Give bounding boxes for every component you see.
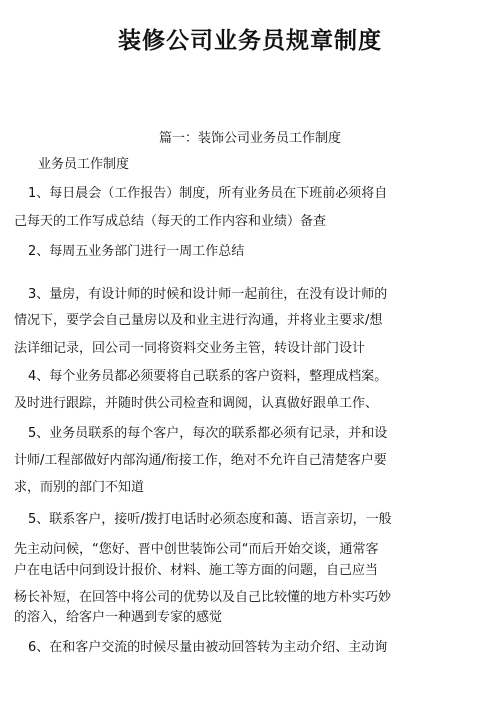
paragraph-line: 法详细记录，回公司一同将资料交业务主管，转设计部门设计 bbox=[14, 341, 366, 356]
paragraph-line: 4、每个业务员都必须要将自己联系的客户资料，整理成档案。 bbox=[28, 369, 388, 384]
paragraph-line: 的溶入，给客户一种遇到专家的感觉 bbox=[14, 610, 223, 625]
paragraph-line: 情况下，要学会自己量房以及和业主进行沟通，并将业主要求/想 bbox=[14, 313, 383, 328]
document-title: 装修公司业务员规章制度 bbox=[118, 28, 382, 54]
paragraph-line: 5、业务员联系的每个客户，每次的联系都必须有记录，并和设 bbox=[28, 426, 388, 441]
paragraph-line: 户在电话中问到设计报价、材料、施工等方面的问题，自己应当 bbox=[14, 563, 379, 578]
paragraph-line: 先主动问候，“您好、晋中创世装饰公司“而后开始交谈，通常客 bbox=[14, 542, 379, 557]
paragraph-line: 5、联系客户，接听/拨打电话时必须态度和蔼、语言亲切，一般 bbox=[28, 512, 392, 527]
paragraph-line: 及时进行跟踪，并随时供公司检查和调阅，认真做好跟单工作、 bbox=[14, 396, 379, 411]
paragraph-line: 求，而别的部门不知道 bbox=[14, 480, 145, 495]
paragraph-line: 己每天的工作写成总结（每天的工作内容和业绩）备查 bbox=[14, 214, 327, 229]
paragraph-line: 6、在和客户交流的时候尽量由被动回答转为主动介绍、主动询 bbox=[28, 640, 388, 655]
paragraph-line: 计师/工程部做好内部沟通/衔接工作，绝对不允许自己清楚客户要 bbox=[14, 453, 387, 468]
paragraph-line: 3、量房，有设计师的时候和设计师一起前往，在没有设计师的 bbox=[28, 287, 388, 302]
section-subtitle: 篇一：装饰公司业务员工作制度 bbox=[158, 131, 341, 146]
section-heading: 业务员工作制度 bbox=[38, 157, 130, 172]
paragraph-line: 2、每周五业务部门进行一周工作总结 bbox=[28, 244, 245, 259]
paragraph-line: 1、每日晨会（工作报告）制度，所有业务员在下班前必须将自 bbox=[28, 186, 388, 201]
paragraph-line: 杨长补短，在回答中将公司的优势以及自己比较懂的地方朴实巧妙 bbox=[14, 590, 392, 605]
